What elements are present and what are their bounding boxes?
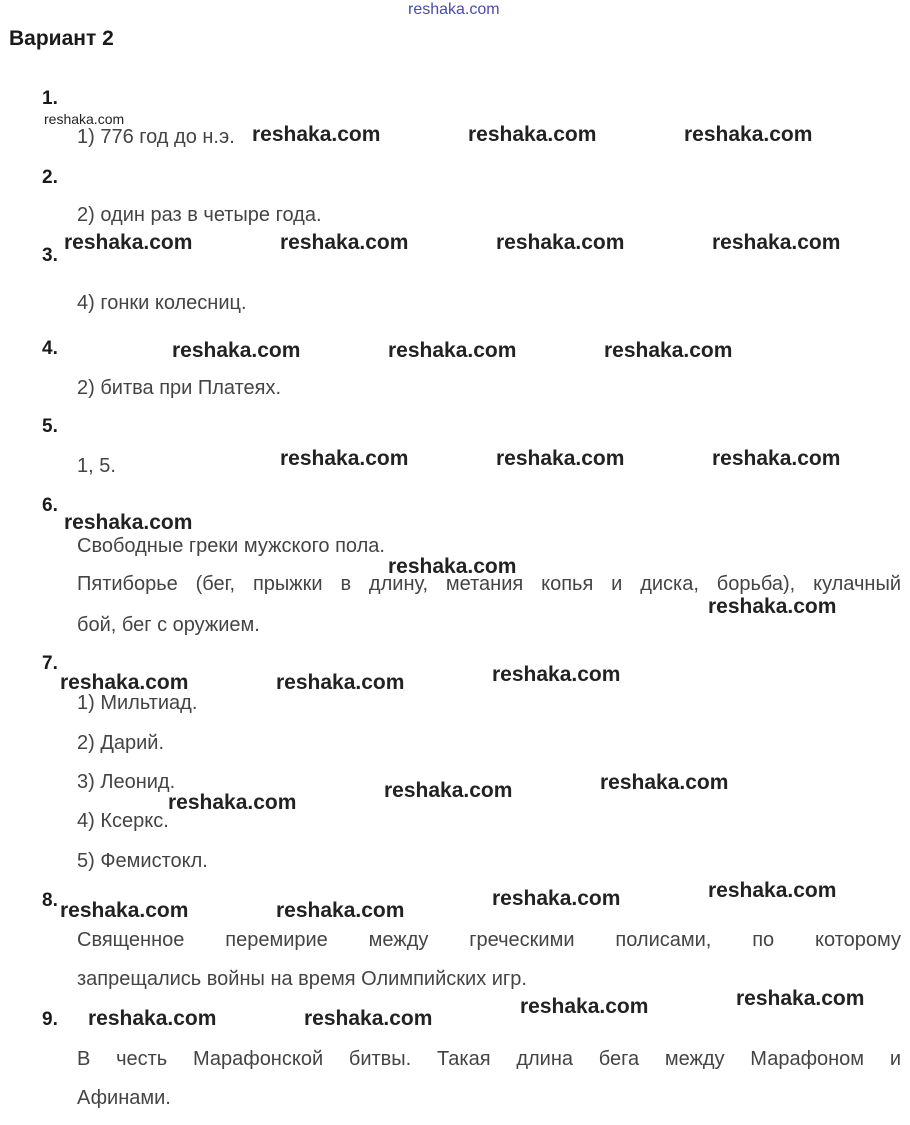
watermark: reshaka.com [496,231,625,254]
watermark: reshaka.com [708,879,837,902]
watermark: reshaka.com [684,123,813,146]
watermark: reshaka.com [468,123,597,146]
watermark: reshaka.com [172,339,301,362]
answer-line: бой, бег с оружием. [77,614,260,636]
watermark: reshaka.com [384,779,513,802]
answer-line: 4) гонки колесниц. [77,292,247,314]
question-number: 2. [42,167,58,188]
answer-line: 2) один раз в четыре года. [77,204,322,226]
watermark: reshaka.com [492,663,621,686]
watermark: reshaka.com [712,447,841,470]
answer-line: Священное перемирие между греческими полисами, по которому [77,929,901,951]
watermark: reshaka.com [60,899,189,922]
watermark: reshaka.com [712,231,841,254]
watermark: reshaka.com [304,1007,433,1030]
watermark: reshaka.com [520,995,649,1018]
watermark: reshaka.com [708,595,837,618]
watermark: reshaka.com [736,987,865,1010]
question-number: 6. [42,495,58,516]
answer-line: 3) Леонид. [77,771,176,793]
answer-line: Пятиборье (бег, прыжки в длину, метания копья и диска, борьба), кулачный [77,573,901,595]
watermark: reshaka.com [64,511,193,534]
watermark: reshaka.com [276,671,405,694]
watermark: reshaka.com [64,231,193,254]
question-number: 9. [42,1009,58,1030]
site-header-link[interactable]: reshaka.com [408,1,500,18]
answer-line: Афинами. [77,1087,171,1109]
watermark: reshaka.com [276,899,405,922]
question-number: 3. [42,245,58,266]
page-title: Вариант 2 [9,27,114,50]
watermark: reshaka.com [280,231,409,254]
watermark: reshaka.com [60,671,189,694]
question-number: 7. [42,653,58,674]
watermark: reshaka.com [600,771,729,794]
watermark: reshaka.com [388,555,517,578]
watermark: reshaka.com [280,447,409,470]
watermark: reshaka.com [252,123,381,146]
watermark: reshaka.com [44,111,125,127]
answer-line: запрещались войны на время Олимпийских игр. [77,968,527,990]
answer-line: 2) битва при Платеях. [77,377,282,399]
answer-line: 2) Дарий. [77,732,165,754]
watermark: reshaka.com [388,339,517,362]
watermark: reshaka.com [168,791,297,814]
watermark: reshaka.com [604,339,733,362]
answer-line: 1, 5. [77,455,116,477]
answer-line: 1) Мильтиад. [77,692,198,714]
question-number: 5. [42,416,58,437]
answer-line: 5) Фемистокл. [77,850,208,872]
watermark: reshaka.com [88,1007,217,1030]
question-number: 1. [42,88,58,109]
answer-line: В честь Марафонской битвы. Такая длина бега между Марафоном и [77,1048,901,1070]
question-number: 8. [42,890,58,911]
answer-line: Свободные греки мужского пола. [77,535,385,557]
answer-line: 1) 776 год до н.э. [77,126,235,148]
watermark: reshaka.com [496,447,625,470]
answer-line: 4) Ксеркс. [77,810,169,832]
question-number: 4. [42,338,58,359]
watermark: reshaka.com [492,887,621,910]
